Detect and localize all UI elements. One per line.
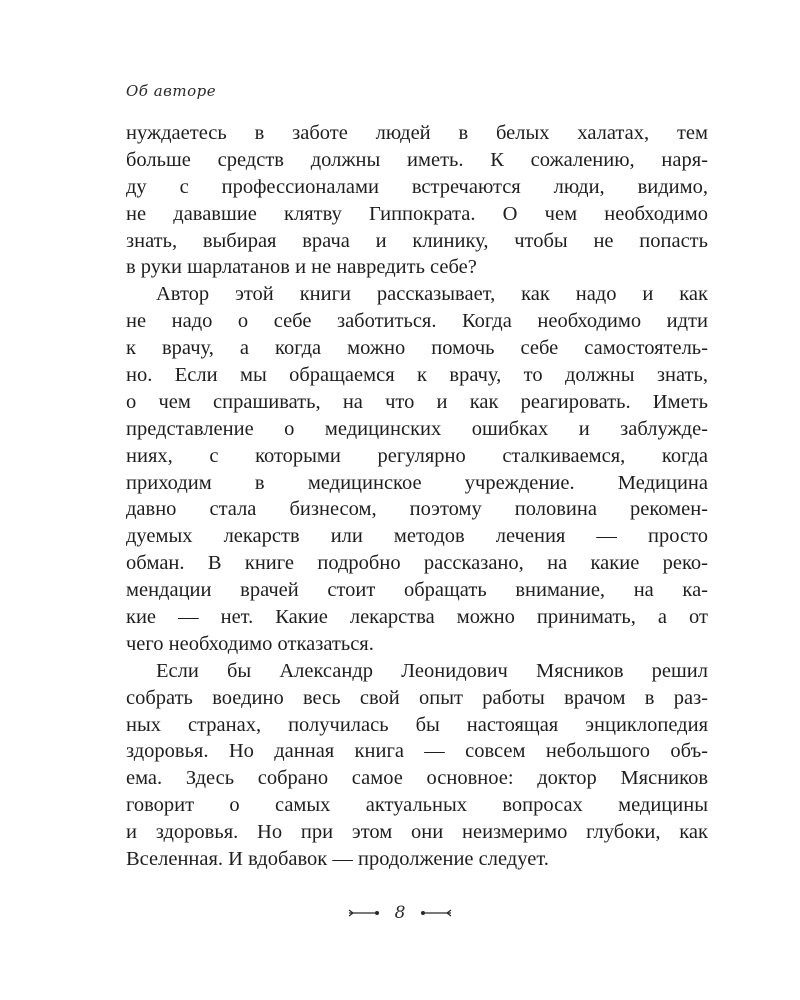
text-line: и здоровья. Но при этом они неизмеримо глубоки, как (126, 821, 708, 844)
paragraph (126, 120, 708, 281)
text-line: Автор этой книги рассказывает, как надо и как (156, 283, 708, 306)
text-line: обман. В книге подробно рассказано, на какие реко- (126, 552, 708, 575)
text-line: представление о медицинских ошибках и заблужде- (126, 417, 708, 440)
page-number: 8 (394, 902, 406, 923)
text-line: чего необходимо отказаться. (126, 632, 374, 655)
text-line: давно стала бизнесом, поэтому половина рекомен- (126, 498, 708, 521)
right-ornament-icon (419, 908, 453, 918)
text-line: приходим в медицинское учреждение. Медицина (126, 471, 708, 494)
text-line: не дававшие клятву Гиппократа. О чем необходимо (126, 202, 708, 225)
text-line: к врачу, а когда можно помочь себе самостоятель- (126, 337, 708, 360)
text-line: ду с профессионалами встречаются люди, видимо, (126, 175, 708, 198)
folio (0, 902, 800, 923)
paragraph (126, 658, 708, 873)
text-line: о чем спрашивать, на что и как реагировать. Иметь (126, 390, 708, 413)
text-line: Если бы Александр Леонидович Мясников решил (156, 659, 708, 682)
text-line: в руки шарлатанов и не навредить себе? (126, 256, 477, 279)
text-line: нуждаетесь в заботе людей в белых халатах, тем (126, 122, 708, 144)
text-line: больше средств должны иметь. К сожалению, наря- (126, 148, 708, 171)
text-line: говорит о самых актуальных вопросах медицины (126, 794, 708, 817)
paragraph (126, 281, 708, 657)
text-line: дуемых лекарств или методов лечения — просто (126, 525, 708, 548)
text-line: здоровья. Но данная книга — совсем небольшого объ- (126, 740, 708, 763)
left-ornament-icon (347, 908, 381, 918)
text-line: ниях, с которыми регулярно сталкиваемся, когда (126, 444, 708, 467)
text-line: знать, выбирая врача и клинику, чтобы не попасть (126, 229, 708, 252)
text-line: кие — нет. Какие лекарства можно принимать, а от (126, 606, 708, 629)
text-line: но. Если мы обращаемся к врачу, то должны знать, (126, 364, 708, 387)
text-line: мендации врачей стоит обращать внимание, на ка- (126, 579, 708, 602)
text-line: ема. Здесь собрано самое основное: доктор Мясников (126, 767, 708, 790)
text-line: Вселенная. И вдобавок — продолжение следует. (126, 848, 549, 871)
body-text (126, 120, 708, 873)
running-head: Об авторе (126, 82, 217, 100)
text-line: собрать воедино весь свой опыт работы врачом в раз- (126, 686, 708, 709)
text-line: не надо о себе заботиться. Когда необходимо идти (126, 310, 708, 333)
text-line: ных странах, получилась бы настоящая энциклопедия (126, 713, 708, 736)
